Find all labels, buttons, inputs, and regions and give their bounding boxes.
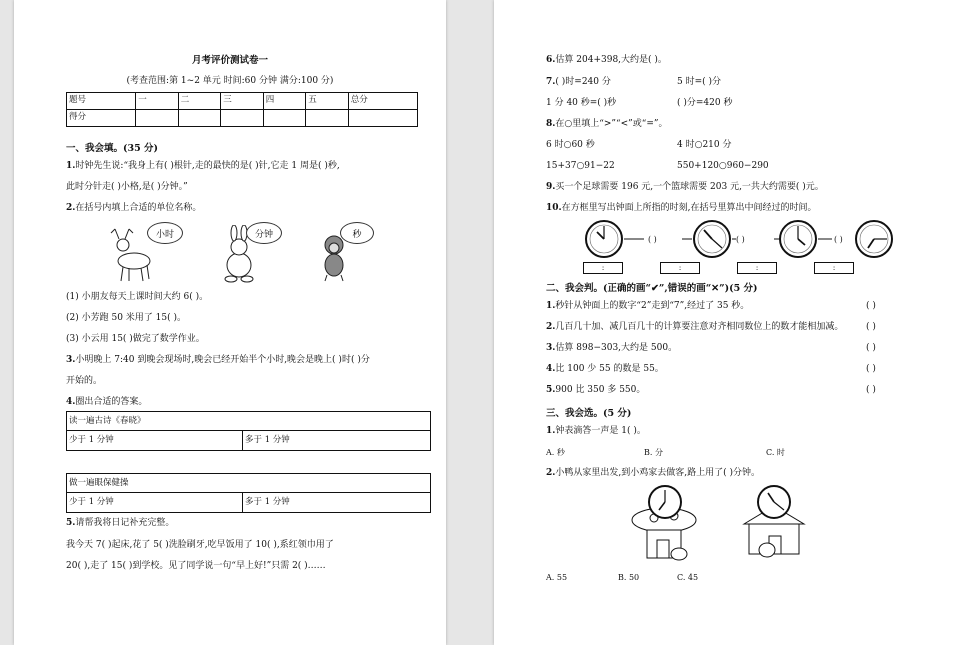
- question-5-line1: 我今天 7( )起床,花了 5( )洗脸刷牙,吃早饭用了 10( ),系红领巾用了: [66, 540, 334, 550]
- question-2-item-3: (3) 小云用 15( )做完了数学作业。: [66, 334, 205, 344]
- score-cell[interactable]: [306, 110, 349, 127]
- question-number: 3.: [546, 343, 556, 353]
- clock-icon: [694, 221, 730, 257]
- question-text: 秒针从钟面上的数字“2”走到“7”,经过了 35 秒。: [555, 301, 750, 311]
- question-text: ( )时=240 分: [555, 77, 611, 87]
- score-header: 题号: [67, 93, 136, 110]
- bubble-second: 秒: [340, 222, 374, 244]
- question-text: 在○里填上“>”“<”或“=”。: [555, 119, 668, 129]
- question-number: 5.: [546, 385, 556, 395]
- elapsed-time-paren[interactable]: ( ): [834, 235, 843, 244]
- bubble-minute: 分钟: [246, 222, 282, 244]
- judge-item-3: [546, 343, 677, 354]
- section-1-heading: 一、我会填。(35 分): [66, 143, 159, 154]
- question-number: 1.: [66, 161, 76, 171]
- question-text: 估算 204+398,大约是( )。: [555, 55, 667, 65]
- choice-option-c[interactable]: C. 45: [677, 573, 699, 582]
- score-cell[interactable]: [348, 110, 417, 127]
- question-5-line2: 20( ),走了 15( )到学校。见了同学说一句“早上好!”只需 2( )……: [66, 561, 326, 571]
- question-7a: [546, 77, 611, 88]
- choice-option-a[interactable]: A. 秒: [546, 448, 565, 457]
- judge-item-2: [546, 322, 843, 333]
- clock-icon: [780, 221, 816, 257]
- question-text: 圈出合适的答案。: [75, 397, 148, 407]
- question-7c: 1 分 40 秒=( )秒: [546, 98, 617, 108]
- score-header: 一: [136, 93, 179, 110]
- score-header: 二: [178, 93, 221, 110]
- clock-time-answer-box[interactable]: :: [737, 262, 777, 274]
- section-2-heading: 二、我会判。(正确的画“✔”,错误的画“✕”)(5 分): [546, 283, 758, 294]
- question-10: [546, 203, 817, 214]
- question-number: 5.: [66, 518, 76, 528]
- question-7d: ( )分=420 秒: [677, 98, 733, 108]
- exam-page-left: [14, 0, 446, 645]
- elapsed-time-paren[interactable]: ( ): [648, 235, 657, 244]
- question-9: [546, 182, 824, 193]
- question-text: 900 比 350 多 550。: [555, 385, 646, 395]
- clock-icon: [856, 221, 892, 257]
- choice-option-more[interactable]: 多于 1 分钟: [245, 435, 290, 445]
- section-3-heading: 三、我会选。(5 分): [546, 408, 632, 419]
- question-number: 6.: [546, 55, 556, 65]
- question-text: 在括号内填上合适的单位名称。: [75, 203, 202, 213]
- question-8d: 550+120○960−290: [677, 161, 769, 171]
- question-number: 4.: [546, 364, 556, 374]
- question-1-line1: [66, 161, 340, 172]
- clock-time-answer-box[interactable]: :: [814, 262, 854, 274]
- duck-house-illustration: [632, 486, 696, 560]
- question-2-item-1: (1) 小朋友每天上课时间大约 6( )。: [66, 292, 209, 302]
- judge-item-1: [546, 301, 749, 312]
- question-7b: 5 时=( )分: [677, 77, 722, 87]
- choice-option-b[interactable]: B. 50: [618, 573, 640, 582]
- elapsed-time-paren[interactable]: ( ): [736, 235, 745, 244]
- question-2: [66, 203, 201, 214]
- question-number: 2.: [546, 468, 556, 478]
- exam-page-right: [494, 0, 969, 645]
- judge-item-5: [546, 385, 645, 396]
- question-text: 在方框里写出钟面上所指的时刻,在括号里算出中间经过的时间。: [561, 203, 817, 213]
- judge-answer-paren[interactable]: ( ): [866, 301, 876, 311]
- question-number: 4.: [66, 397, 76, 407]
- question-number: 9.: [546, 182, 556, 192]
- question-8b: 4 时○210 分: [677, 140, 732, 150]
- choice-option-b[interactable]: B. 分: [644, 448, 663, 457]
- choice-box-eye-exercise: [66, 473, 431, 513]
- question-2-item-2: (2) 小芳跑 50 米用了 15( )。: [66, 313, 186, 323]
- question-4: [66, 397, 147, 408]
- question-number: 1.: [546, 301, 556, 311]
- choice-option-a[interactable]: A. 55: [546, 573, 568, 582]
- judge-answer-paren[interactable]: ( ): [866, 322, 876, 332]
- question-number: 3.: [66, 355, 76, 365]
- exam-title: 月考评价测试卷一: [191, 55, 268, 66]
- question-text: 钟表滴答一声是 1( )。: [555, 426, 646, 436]
- question-text: 比 100 少 55 的数是 55。: [555, 364, 664, 374]
- houses-illustration: [629, 484, 819, 569]
- judge-item-4: [546, 364, 664, 375]
- choice-activity: 做一遍眼保健操: [69, 478, 129, 488]
- score-header: 三: [221, 93, 264, 110]
- score-row-label: 得分: [67, 110, 136, 127]
- judge-answer-paren[interactable]: ( ): [866, 343, 876, 353]
- score-header: 四: [263, 93, 306, 110]
- exam-subtitle: (考查范围:第 1~2 单元 时间:60 分钟 满分:100 分): [126, 76, 334, 86]
- question-8: [546, 119, 668, 130]
- clock-icon: [586, 221, 622, 257]
- question-number: 1.: [546, 426, 556, 436]
- clock-time-answer-box[interactable]: :: [583, 262, 623, 274]
- question-8a: 6 时○60 秒: [546, 140, 595, 150]
- choice-option-less[interactable]: 少于 1 分钟: [69, 435, 114, 445]
- score-header: 总分: [348, 93, 417, 110]
- question-number: 10.: [546, 203, 562, 213]
- question-text: 请帮我将日记补充完整。: [75, 518, 175, 528]
- question-1-line2: 此时分针走( )小格,是( )分钟。”: [66, 182, 188, 192]
- score-cell[interactable]: [136, 110, 179, 127]
- question-text: 估算 898−303,大约是 500。: [555, 343, 678, 353]
- question-number: 7.: [546, 77, 556, 87]
- score-cell[interactable]: [178, 110, 221, 127]
- score-header: 五: [306, 93, 349, 110]
- question-text: 时钟先生说:“我身上有( )根针,走的最快的是( )针,它走 1 周是( )秒,: [75, 161, 340, 171]
- question-number: 2.: [66, 203, 76, 213]
- question-number: 2.: [546, 322, 556, 332]
- judge-answer-paren[interactable]: ( ): [866, 385, 876, 395]
- choice-option-more[interactable]: 多于 1 分钟: [245, 497, 290, 507]
- choice-option-c[interactable]: C. 时: [766, 448, 785, 457]
- monkey-illustration: [325, 236, 343, 281]
- question-8c: 15+37○91−22: [546, 161, 615, 171]
- clock-time-answer-box[interactable]: :: [660, 262, 700, 274]
- choice-box-poem: [66, 411, 431, 451]
- judge-answer-paren[interactable]: ( ): [866, 364, 876, 374]
- question-text: 小鸭从家里出发,到小鸡家去做客,路上用了( )分钟。: [555, 468, 761, 478]
- choice-activity: 读一遍古诗《春晓》: [69, 416, 146, 426]
- score-cell[interactable]: [221, 110, 264, 127]
- deer-illustration: [111, 229, 150, 281]
- choice-option-less[interactable]: 少于 1 分钟: [69, 497, 114, 507]
- score-table: [66, 92, 418, 127]
- question-5: [66, 518, 174, 529]
- bubble-hour: 小时: [147, 222, 183, 244]
- score-cell[interactable]: [263, 110, 306, 127]
- choice-question-2: [546, 468, 760, 479]
- question-3-line2: 开始的。: [66, 376, 103, 386]
- question-text: 买一个足球需要 196 元,一个篮球需要 203 元,一共大约需要( )元。: [555, 182, 824, 192]
- question-3-line1: [66, 355, 370, 366]
- question-text: 几百几十加、减几百几十的计算要注意对齐相同数位上的数才能相加减。: [555, 322, 844, 332]
- question-text: 小明晚上 7:40 到晚会现场时,晚会已经开始半个小时,晚会是晚上( )时( )分: [75, 355, 370, 365]
- choice-question-1: [546, 426, 646, 437]
- chick-house-illustration: [744, 486, 804, 557]
- question-6: [546, 55, 667, 66]
- question-number: 8.: [546, 119, 556, 129]
